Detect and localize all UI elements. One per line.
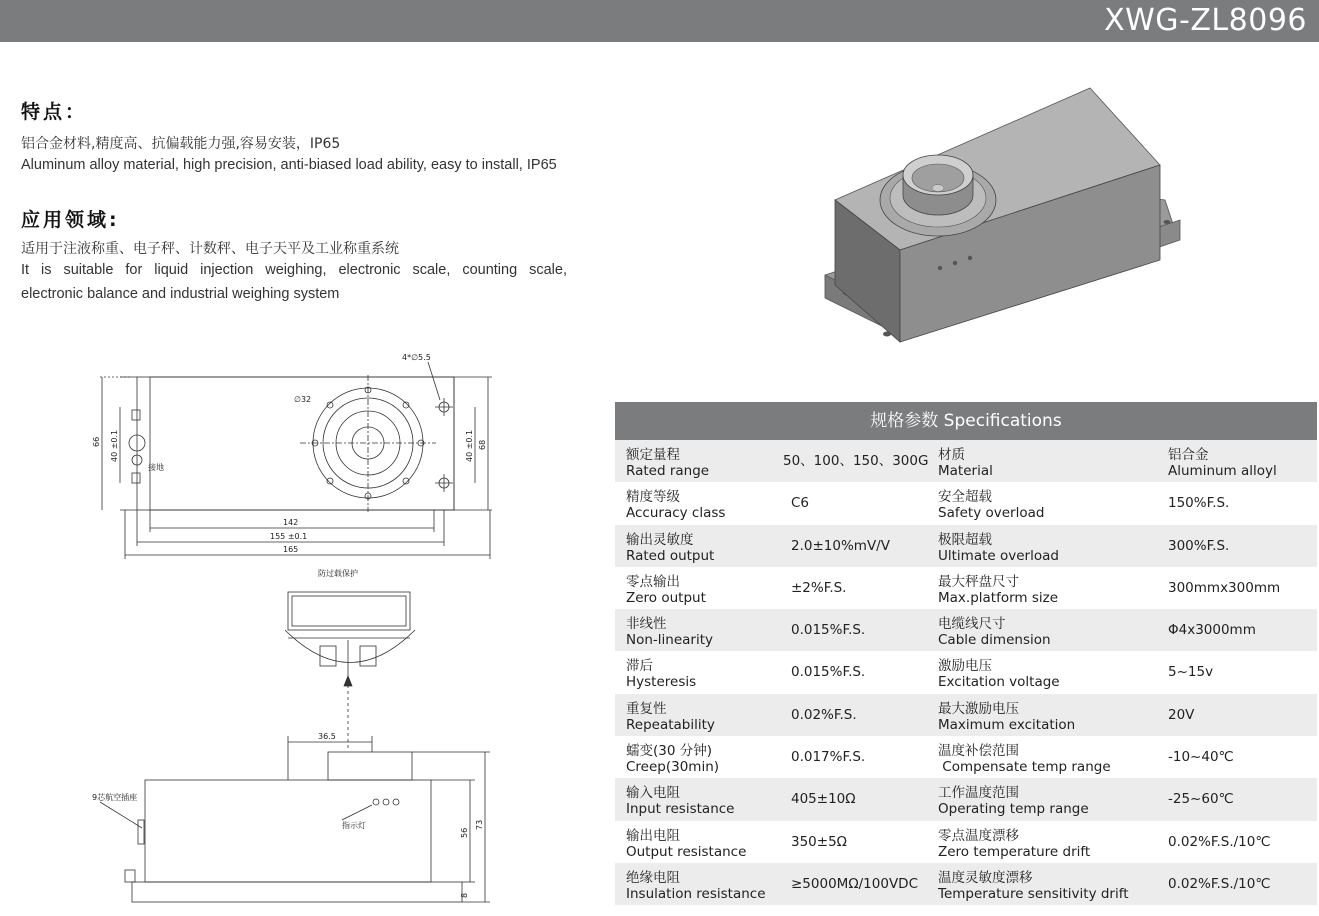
param-cn: 温度补偿范围 — [938, 743, 1019, 760]
dim-142: 142 — [283, 518, 299, 527]
dim-40-left: 40 ±0.1 — [110, 429, 119, 462]
param-cn: 零点输出 — [626, 573, 680, 590]
dim-8: 8 — [460, 892, 469, 898]
dim-40-right: 40 ±0.1 — [465, 429, 474, 462]
param-cn: 温度灵敏度漂移 — [938, 869, 1033, 886]
table-row — [615, 651, 1317, 693]
param-value: 0.02%F.S./10℃ — [1168, 875, 1271, 892]
table-row — [615, 778, 1317, 820]
param-value: 0.015%F.S. — [791, 622, 866, 639]
param-value: 5~15v — [1168, 664, 1214, 681]
param-cn: 输出电阻 — [626, 827, 680, 844]
param-value: 20V — [1168, 706, 1195, 723]
param-value: C6 — [791, 495, 810, 512]
features-cn: 铝合金材料,精度高、抗偏载能力强,容易安装，IP65 — [21, 136, 341, 152]
param-value-cn: 铝合金 — [1168, 447, 1209, 463]
applications-en-line2: electronic balance and industrial weighing system — [21, 286, 340, 302]
param-en: Compensate temp range — [938, 759, 1111, 776]
param-en: Max.platform size — [938, 589, 1059, 606]
param-value-en: Aluminum alloyl — [1168, 463, 1277, 479]
param-value: Φ4x3000mm — [1168, 622, 1256, 639]
param-cn: 最大激励电压 — [938, 700, 1019, 717]
technical-drawing — [80, 350, 520, 910]
param-value: 0.02%F.S./10℃ — [1168, 833, 1271, 850]
applications-en-line1: It is suitable for liquid injection weighing, electronic scale, counting scale, — [21, 262, 567, 278]
param-value: 50、100、150、300G — [783, 453, 929, 469]
features-title: 特点： — [21, 101, 88, 123]
param-en: Ultimate overload — [938, 547, 1059, 564]
param-cn: 激励电压 — [938, 658, 992, 675]
table-row — [615, 609, 1317, 651]
param-en: Operating temp range — [938, 801, 1089, 818]
table-row — [615, 567, 1317, 609]
ground-label: 接地 — [148, 463, 164, 472]
param-cn: 安全超载 — [938, 489, 992, 506]
param-en: Output resistance — [626, 843, 747, 860]
param-cn: 蠕变(30 分钟) — [626, 743, 713, 760]
param-value: 0.017%F.S. — [791, 749, 866, 766]
param-en: Safety overload — [938, 505, 1045, 522]
dim-36-5: 36.5 — [318, 732, 336, 741]
table-row — [615, 694, 1317, 736]
param-cn: 最大秤盘尺寸 — [938, 573, 1019, 590]
param-value: 300mmx300mm — [1168, 579, 1281, 596]
param-value: ±2%F.S. — [791, 579, 847, 596]
param-value: -10~40℃ — [1168, 749, 1234, 766]
diameter-label: ∅32 — [294, 395, 312, 404]
param-value: ≥5000MΩ/100VDC — [791, 875, 919, 892]
dim-56: 56 — [460, 827, 469, 838]
param-en: Repeatability — [626, 716, 715, 733]
param-en: Rated output — [626, 547, 715, 564]
dim-68: 68 — [478, 439, 487, 450]
connector-label: 9芯航空插座 — [92, 793, 138, 802]
spec-title: 规格参数 Specifications — [615, 402, 1317, 440]
table-row — [615, 821, 1317, 863]
table-row — [615, 863, 1317, 905]
dim-73: 73 — [475, 819, 484, 830]
param-cn: 材质 — [938, 447, 965, 463]
param-cn: 电缆线尺寸 — [938, 616, 1006, 633]
param-en: Cable dimension — [938, 632, 1051, 649]
param-value: 150%F.S. — [1168, 495, 1230, 512]
table-row — [615, 440, 1317, 482]
indicator-label: 指示灯 — [342, 821, 366, 830]
dim-66: 66 — [92, 436, 101, 447]
param-en: Rated range — [626, 463, 710, 479]
param-cn: 滞后 — [626, 658, 653, 675]
table-row — [615, 736, 1317, 778]
param-cn: 工作温度范围 — [938, 785, 1019, 802]
param-value: 350±5Ω — [791, 833, 847, 850]
param-cn: 零点温度漂移 — [938, 827, 1019, 844]
param-en: Accuracy class — [626, 505, 726, 522]
param-cn: 重复性 — [626, 700, 667, 717]
param-cn: 精度等级 — [626, 489, 680, 506]
hole-spec-label: 4*∅5.5 — [402, 353, 431, 362]
applications-cn: 适用于注液称重、电子秤、计数秤、电子天平及工业称重系统 — [21, 241, 399, 257]
overload-label: 防过载保护 — [318, 569, 358, 578]
param-cn: 非线性 — [626, 616, 667, 633]
applications-title: 应用领域: — [21, 209, 120, 231]
table-row — [615, 482, 1317, 524]
param-value: -25~60℃ — [1168, 791, 1234, 808]
features-en: Aluminum alloy material, high precision, anti-biased load ability, easy to install, IP65 — [21, 157, 557, 173]
param-en: Insulation resistance — [626, 885, 766, 902]
param-cn: 绝缘电阻 — [626, 869, 680, 886]
product-render-image — [815, 80, 1195, 380]
param-cn: 输出灵敏度 — [626, 531, 694, 548]
param-value: 405±10Ω — [791, 791, 856, 808]
param-en: Temperature sensitivity drift — [938, 885, 1129, 902]
param-value: 2.0±10%mV/V — [791, 537, 890, 554]
param-en: Material — [938, 463, 993, 479]
param-value: 0.015%F.S. — [791, 664, 866, 681]
model-title: XWG-ZL8096 — [1104, 3, 1307, 38]
param-en: Zero output — [626, 589, 706, 606]
param-cn: 极限超载 — [938, 531, 992, 548]
param-en: Zero temperature drift — [938, 843, 1091, 860]
header-bar — [0, 0, 1319, 42]
dim-165: 165 — [283, 545, 299, 554]
param-value: 0.02%F.S. — [791, 706, 857, 723]
param-cn: 输入电阻 — [626, 785, 680, 802]
param-cn: 额定量程 — [626, 447, 680, 463]
spec-table — [615, 402, 1317, 905]
param-en: Non-linearity — [626, 632, 714, 649]
param-en: Maximum excitation — [938, 716, 1076, 733]
param-en: Creep(30min) — [626, 759, 720, 776]
param-en: Excitation voltage — [938, 674, 1060, 691]
param-en: Hysteresis — [626, 674, 697, 691]
dim-155: 155 ±0.1 — [270, 532, 308, 541]
table-row — [615, 525, 1317, 567]
param-value: 300%F.S. — [1168, 537, 1230, 554]
param-en: Input resistance — [626, 801, 735, 818]
